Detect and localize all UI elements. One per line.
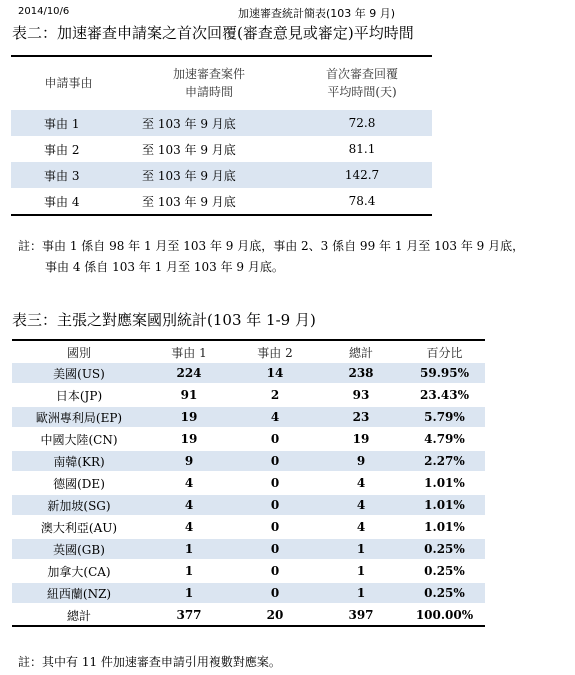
table3-col-reason1: 事由 1 (146, 340, 232, 363)
header-date: 2014/10/6 (18, 6, 70, 17)
table2-title: 表二：加速審查申請案之首次回覆(審查意見或審定)平均時間 (12, 24, 414, 42)
table3-cell-r1: 4 (146, 472, 232, 494)
table3-cell-r1: 91 (146, 384, 232, 406)
table3-cell-country: 紐西蘭(NZ) (12, 582, 146, 604)
table3-cell-r1: 1 (146, 560, 232, 582)
table2-period: 至 103 年 9 月底 (126, 110, 292, 137)
table3-cell-country: 加拿大(CA) (12, 560, 146, 582)
table3-cell-r1: 19 (146, 406, 232, 428)
table3-cell-total: 238 (318, 363, 404, 384)
table3-cell-r2: 0 (232, 494, 318, 516)
table3-col-country: 國別 (12, 340, 146, 363)
table3 (12, 339, 485, 627)
table3-cell-country: 日本(JP) (12, 384, 146, 406)
table2 (11, 55, 432, 216)
table3-cell-r2: 0 (232, 516, 318, 538)
table3-header-row (12, 340, 485, 363)
table3-cell-pct: 1.01% (404, 494, 485, 516)
table3-cell-pct: 23.43% (404, 384, 485, 406)
table-row (12, 472, 485, 494)
table-row (12, 406, 485, 428)
table3-cell-country: 南韓(KR) (12, 450, 146, 472)
table2-reason: 事由 3 (11, 162, 126, 188)
table2-note-line1: 註：事由 1 係自 98 年 1 月至 103 年 9 月底，事由 2、3 係自 99 年 1 月至 103 年 9 月底， (18, 239, 525, 253)
table3-cell-total: 19 (318, 428, 404, 450)
table3-cell-r2: 0 (232, 582, 318, 604)
table3-total-pct: 100.00% (404, 604, 485, 626)
table2-note-line2: 事由 4 係自 103 年 1 月至 103 年 9 月底。 (45, 260, 284, 274)
table-row (12, 494, 485, 516)
page-header (10, 4, 570, 20)
table3-cell-country: 澳大利亞(AU) (12, 516, 146, 538)
table3-cell-r2: 4 (232, 406, 318, 428)
table3-cell-total: 1 (318, 582, 404, 604)
table2-period: 至 103 年 9 月底 (142, 194, 236, 209)
table3-cell-r1: 224 (146, 363, 232, 384)
table3-cell-r2: 2 (232, 384, 318, 406)
table2-days: 78.4 (348, 194, 376, 208)
table-row (12, 582, 485, 604)
table3-cell-country: 新加坡(SG) (12, 494, 146, 516)
table3-cell-r1: 1 (146, 582, 232, 604)
table3-cell-country: 英國(GB) (12, 538, 146, 560)
table3-cell-r2: 0 (232, 472, 318, 494)
table3-cell-total: 9 (318, 450, 404, 472)
table3-note: 註：其中有 11 件加速審查申請引用複數對應案。 (18, 655, 281, 669)
table3-total-r2: 20 (232, 604, 318, 626)
table2-days: 142.7 (292, 162, 432, 188)
table3-cell-pct: 5.79% (404, 406, 485, 428)
table3-cell-pct: 0.25% (404, 582, 485, 604)
table3-col-total: 總計 (318, 340, 404, 363)
table3-cell-pct: 2.27% (404, 450, 485, 472)
table2-period: 至 103 年 9 月底 (142, 142, 236, 157)
table3-cell-r1: 9 (146, 450, 232, 472)
table3-cell-r1: 19 (146, 428, 232, 450)
table3-cell-pct: 0.25% (404, 560, 485, 582)
table3-cell-country: 中國大陸(CN) (12, 428, 146, 450)
table-row (12, 560, 485, 582)
table3-cell-total: 23 (318, 406, 404, 428)
table2-col-period: 加速審查案件 申請時間 (126, 57, 292, 110)
table-row (11, 162, 432, 188)
table3-cell-country: 美國(US) (12, 363, 146, 384)
table3-cell-total: 1 (318, 538, 404, 560)
table-row (11, 136, 432, 162)
table-row (12, 384, 485, 406)
table3-title: 表三：主張之對應案國別統計(103 年 1-9 月) (12, 311, 316, 329)
table2-col-days: 首次審查回覆 平均時間(天) (292, 57, 432, 110)
table3-cell-r2: 0 (232, 538, 318, 560)
table3-cell-r1: 4 (146, 516, 232, 538)
table3-cell-r1: 4 (146, 494, 232, 516)
table3-cell-country: 德國(DE) (12, 472, 146, 494)
table3-cell-total: 4 (318, 516, 404, 538)
table-row (11, 110, 432, 137)
table-row (12, 516, 485, 538)
table2-period: 至 103 年 9 月底 (126, 162, 292, 188)
table-row (11, 188, 432, 215)
table3-cell-pct: 4.79% (404, 428, 485, 450)
table3-cell-total: 1 (318, 560, 404, 582)
table2-days: 81.1 (348, 142, 376, 156)
table-row (12, 428, 485, 450)
table3-cell-pct: 0.25% (404, 538, 485, 560)
table3-cell-total: 4 (318, 494, 404, 516)
table2-reason: 事由 1 (11, 110, 126, 137)
table3-cell-total: 4 (318, 472, 404, 494)
table3-cell-pct: 1.01% (404, 472, 485, 494)
table-row (12, 538, 485, 560)
table-row (12, 363, 485, 384)
table2-col-reason: 申請事由 (11, 57, 126, 110)
table3-cell-r2: 0 (232, 450, 318, 472)
table3-cell-pct: 59.95% (404, 363, 485, 384)
table3-col-reason2: 事由 2 (232, 340, 318, 363)
table2-reason: 事由 4 (44, 194, 80, 209)
table3-total-label: 總計 (12, 604, 146, 626)
table3-cell-r1: 1 (146, 538, 232, 560)
table-row (12, 450, 485, 472)
table3-cell-total: 93 (318, 384, 404, 406)
table3-total-total: 397 (318, 604, 404, 626)
table2-reason: 事由 2 (44, 142, 80, 157)
table3-cell-country: 歐洲專利局(EP) (12, 406, 146, 428)
table3-total-r1: 377 (146, 604, 232, 626)
table2-days: 72.8 (292, 110, 432, 137)
table2-header-row (11, 57, 432, 110)
table3-cell-pct: 1.01% (404, 516, 485, 538)
header-doc-title: 加速審查統計簡表(103 年 9 月) (238, 7, 396, 20)
table3-col-percent: 百分比 (404, 340, 485, 363)
table3-cell-r2: 0 (232, 428, 318, 450)
table3-total-row (12, 604, 485, 626)
table3-cell-r2: 0 (232, 560, 318, 582)
table3-cell-r2: 14 (232, 363, 318, 384)
